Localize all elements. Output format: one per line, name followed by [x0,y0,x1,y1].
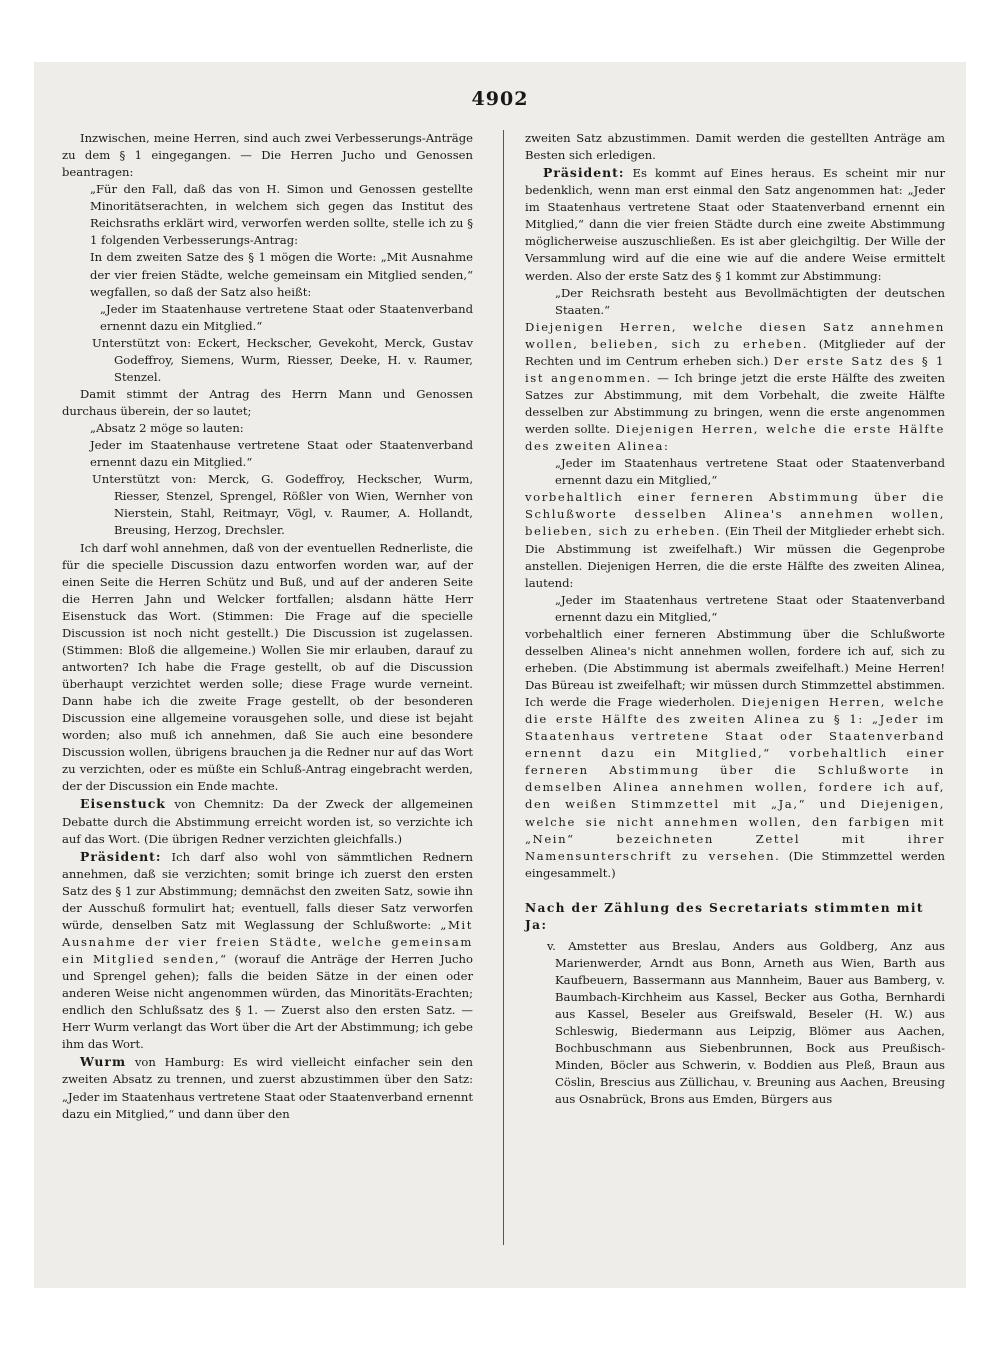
page-number: 4902 [471,88,529,110]
quotation: Jeder im Staatenhause vertretene Staat oder Staatenverband ernennt dazu ein Mitglied.“ [90,438,473,470]
speech-text: Ich darf also wohl von sämmtlichen Rednern annehmen, daß sie verzichten; somit bringe ich zuerst den ersten Satz des § 1 zur Abstimmung; demnächst den zweiten Satz, sowie ihn der Ausschuß formulirt hat; eventuell, falls dieser Satz verworfen würde, denselben Satz mit Weglassung der Schlußworte: [62,849,474,932]
speech-text: Es kommt auf Eines heraus. Es scheint mir nur bedenklich, wenn man erst einmal den Satz angenommen hat: „Jeder im Staatenhaus vertretene Staat oder Staatenverband ernennt ein Mitglied,“ dann die vier freien Städte durch eine zweite Abstimmung möglicherweise auszuschließen. Es ist aber gleichgiltig. Der Wille der Versammlung wird auf die eine wie auf die andere Weise ermittelt werden. Also der erste Satz des § 1 kommt zur Abstimmung: [525,166,945,283]
vote-heading: Nach der Zählung des Secretariats stimmten mit Ja: [525,900,924,932]
spaced-text: Diejenigen Herren, welche die erste Hälfte des zweiten Alinea: [525,422,945,454]
spaced-quote: „Mit Ausnahme der vier freien Städte, welche gemeinsam ein Mitglied senden,“ [62,917,473,966]
speaker-name: Präsident: [543,165,625,181]
paragraph [525,489,945,591]
plain-text: vorbehaltlich einer ferneren Abstimmung über die Schlußworte desselben Alinea's nicht annehmen wollen, fordere ich auf, sich zu erheben. (Die Abstimmung ist abermals zweifelhaft.) Meine Herren! Das Büreau ist zweifelhaft; wir müssen durch Stimmzettel abstimmen. Ich werde die Frage wiederholen. [525,626,945,710]
speaker-name: Eisenstuck [80,796,166,812]
quotation: „Jeder im Staatenhaus vertretene Staat oder Staatenverband ernennt dazu ein Mitglied,“ [555,456,945,488]
spaced-text: Diejenigen Herren, welche diesen Satz annehmen wollen, belieben, sich zu erheben. [525,319,945,351]
spaced-text: Diejenigen Herren, welche die erste Hälfte des zweiten Alinea zu § 1: „Jeder im Staatenhaus vertretene Staat oder Staatenverband ernennt dazu ein Mitglied,“ vorbehaltlich einer ferneren Abstimmung über die Schlußworte in demselben Alinea annehmen wollen, fordere ich auf, den weißen Stimmzettel mit „Ja,“ und Diejenigen, welche sie nicht annehmen wollen, den farbigen mit „Nein“ bezeichneten Zettel mit ihrer Namensunterschrift zu versehen. [525,695,946,863]
spaced-text: vorbehaltlich einer ferneren Abstimmung über die Schlußworte desselben Alinea's annehmen wollen, belieben, sich zu erheben. [525,490,945,539]
paragraph: Ich darf wohl annehmen, daß von der eventuellen Rednerliste, die für die specielle Discussion dazu entworfen worden war, auf der einen Seite die Herren Schütz und Buß, und auf der anderen Seite die Herren Jahn und Welcker fortfallen; alsdann hätte Herr Eisenstuck das Wort. (Stimmen: Die Frage auf die specielle Discussion ist noch nicht gestellt.) Die Discussion ist zugelassen. (Stimmen: Bloß die allgemeine.) Wollen Sie mir erlauben, darauf zu antworten? Ich habe die Frage gestellt, ob auf die Discussion überhaupt verzichtet werden solle; diese Frage wurde verneint. Dann habe ich die zweite Frage gestellt, ob der besonderen Discussion eine allgemeine vorausgehen solle, und diese ist bejaht worden; also muß ich annehmen, daß Sie auch eine besondere Discussion wollen, übrigens brauchen ja die Redner nur auf das Wort zu verzichten, oder es müßte ein Schluß-Antrag eingebracht werden, der der Discussion ein Ende machte. [62,540,473,794]
quotation: In dem zweiten Satze des § 1 mögen die Worte: „Mit Ausnahme der vier freien Städte, welche gemeinsam ein Mitglied senden,“ wegfallen, so daß der Satz also heißt: [90,250,473,299]
plain-text: (Mitglieder auf der Rechten und im Centrum erheben sich.) [525,336,945,368]
speech-text: von Hamburg: Es wird vielleicht einfacher sein den zweiten Absatz zu trennen, und zuerst abzustimmen über den Satz: „Jeder im Staatenhaus vertretene Staat oder Staatenverband ernennt dazu ein Mitglied,“ und dann über den [62,1055,473,1121]
speech [62,1053,473,1122]
speech [62,795,473,847]
speaker-name: Wurm [80,1054,127,1070]
plain-text: — Ich bringe jetzt die erste Hälfte des zweiten Satzes zur Abstimmung, mit dem Vorbehalt, die zweite Hälfte desselben zur Abstimmung zu bringen, wenn die erste angenommen werden sollte. [525,370,945,437]
speech-text: von Chemnitz: Da der Zweck der allgemeinen Debatte durch die Abstimmung erreicht worden ist, so verzichte ich auf das Wort. (Die übrigen Redner verzichten gleichfalls.) [62,797,473,846]
voter-names: v. Amstetter aus Breslau, Anders aus Goldberg, Anz aus Marienwerder, Arndt aus Bonn, Arneth aus Wien, Barth aus Kaufbeuern, Bassermann aus Mannheim, Bauer aus Bamberg, v. Baumbach-Kirchheim aus Kassel, Becker aus Gotha, Bernhardi aus Kassel, Beseler aus Greifswald, Beseler (H. W.) aus Schleswig, Biedermann aus Leipzig, Blömer aus Aachen, Bochbuschmann aus Siebenbrunnen, Bock aus Preußisch-Minden, Böcler aus Schwerin, v. Boddien aus Pleß, Braun aus Cöslin, Brescius aus Züllichau, v. Breuning aus Aachen, Breusing aus Osnabrück, Brons aus Emden, Bürgers aus [547,938,945,1107]
quotation: „Absatz 2 möge so lauten: [90,421,244,436]
speech-text: (worauf die Anträge der Herren Jucho und Sprengel gehen); falls die beiden Sätze in der einen oder anderen Weise nicht angenommen würden, das Minoritäts-Erachten; endlich den Schlußsatz des § 1. — Zuerst also den ersten Satz. — Herr Wurm verlangt das Wort über die Art der Abstimmung; ich gebe ihm das Wort. [62,952,473,1052]
supporters-list: Unterstützt von: Merck, G. Godeffroy, Heckscher, Wurm, Riesser, Stenzel, Sprengel, Rößler von Wien, Wernher von Nierstein, Stahl, Reitmayr, Vögl, v. Raumer, A. Hollandt, Breusing, Herzog, Drechsler. [92,472,473,538]
speech [525,164,945,284]
quotation: „Jeder im Staatenhause vertretene Staat oder Staatenverband ernennt dazu ein Mitglied.“ [100,301,473,333]
plain-text: (Ein Theil der Mitglieder erhebt sich. Die Abstimmung ist zweifelhaft.) Wir müssen die Gegenprobe anstellen. Diejenigen Herren, die die erste Hälfte des zweiten Alinea, lautend: [525,524,945,590]
speech [62,848,473,1054]
speaker-name: Präsident: [80,848,162,864]
left-column [62,130,473,1123]
paragraph [525,626,945,882]
column-divider [503,130,504,1245]
right-column [525,130,945,1109]
quotation: „Für den Fall, daß das von H. Simon und Genossen gestellte Minoritätserachten, in welchem sich gegen das Institut des Reichsraths erklärt wird, verworfen werden sollte, stelle ich zu § 1 folgenden Verbesserungs-Antrag: [90,182,473,248]
paragraph [525,319,945,456]
paragraph: Inzwischen, meine Herren, sind auch zwei Verbesserungs-Anträge zu dem § 1 eingegangen. — Die Herren Jucho und Genossen beantragen: [62,131,473,180]
spaced-text: Der erste Satz des § 1 ist angenommen. [525,353,945,385]
paragraph: zweiten Satz abzustimmen. Damit werden die gestellten Anträge am Besten sich erledigen. [525,131,945,163]
supporters-list: Unterstützt von: Eckert, Heckscher, Gevekoht, Merck, Gustav Godeffroy, Siemens, Wurm, Riesser, Deeke, H. v. Raumer, Stenzel. [92,335,473,384]
paragraph: Damit stimmt der Antrag des Herrn Mann und Genossen durchaus überein, der so lautet; [62,386,473,418]
quotation: „Der Reichsrath besteht aus Bevollmächtigten der deutschen Staaten.“ [555,285,945,317]
plain-text: (Die Stimmzettel werden eingesammelt.) [525,848,946,880]
quotation: „Jeder im Staatenhaus vertretene Staat oder Staatenverband ernennt dazu ein Mitglied,“ [555,592,945,624]
